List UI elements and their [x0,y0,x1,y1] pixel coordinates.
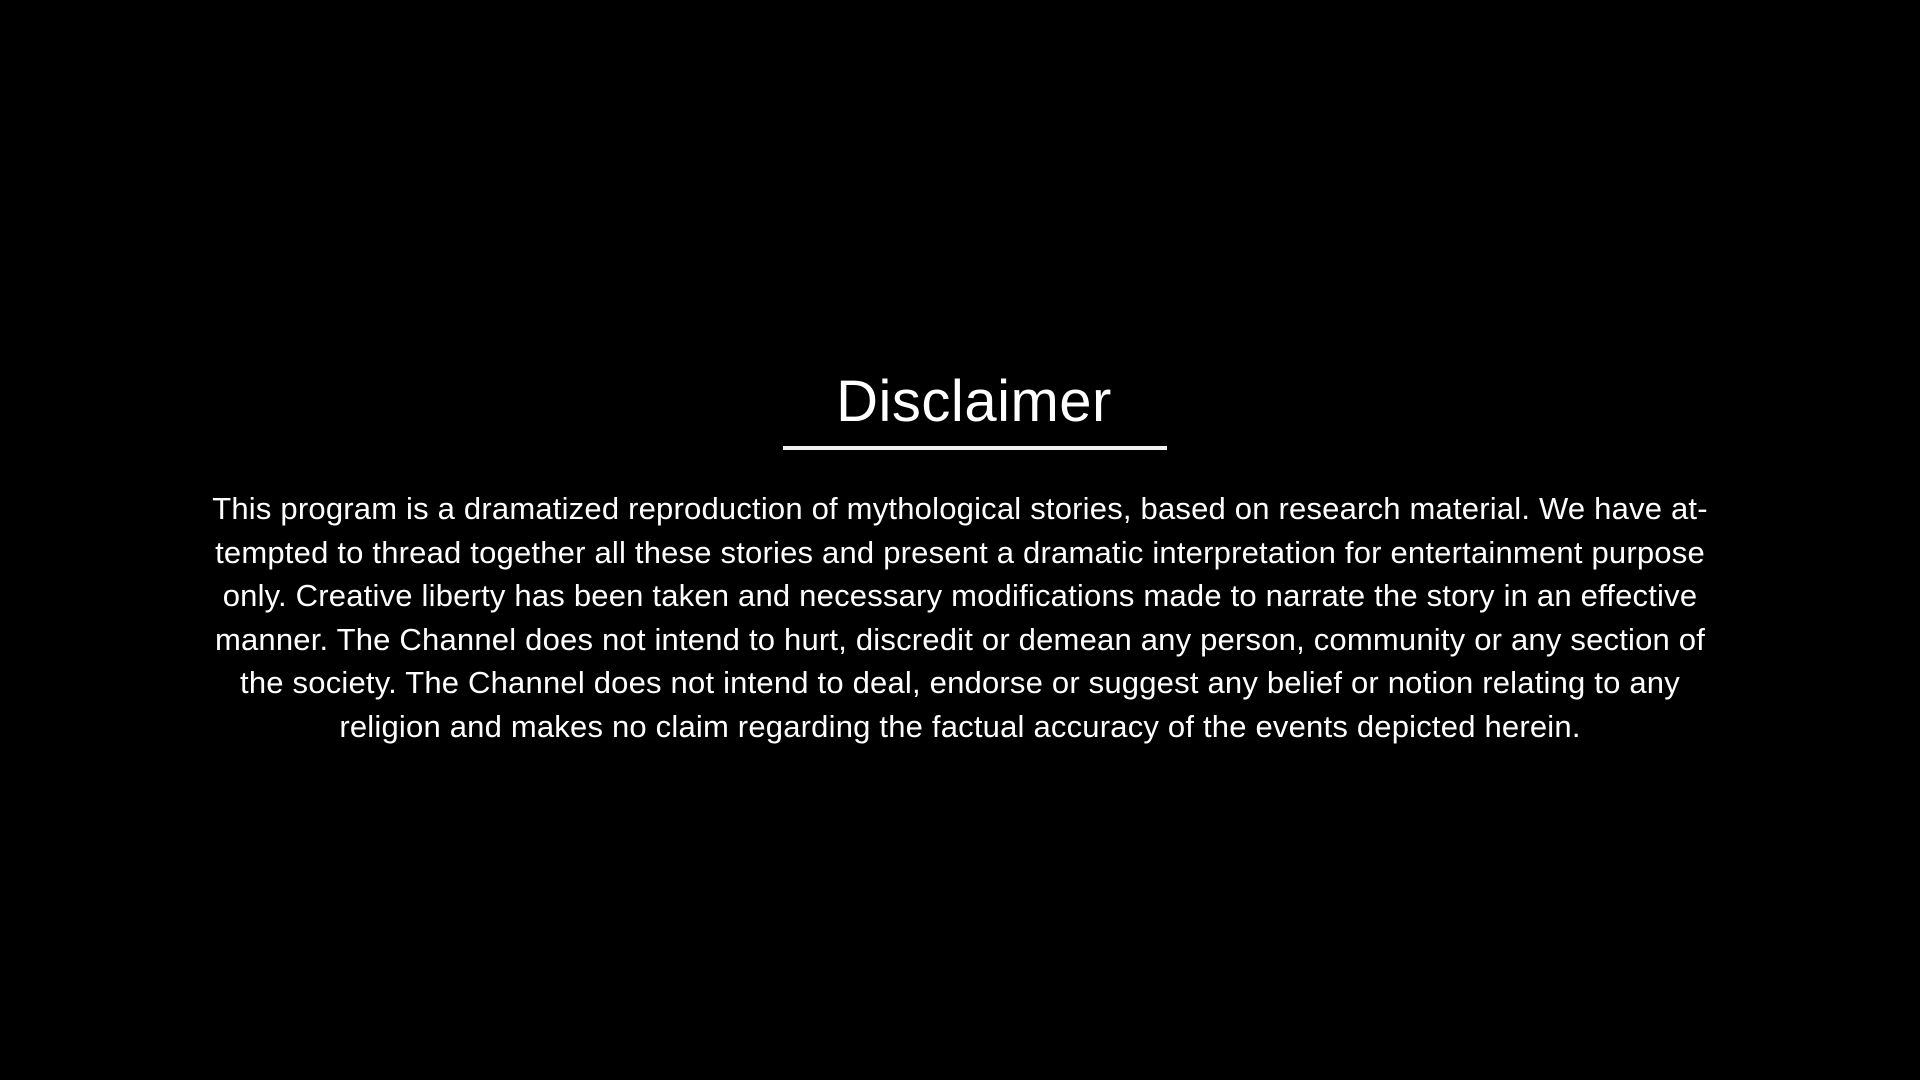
title-block [0,370,1920,450]
disclaimer-line-2: tempted to thread together all these stories and present a dramatic interpretation for entertainment purpose [215,534,1705,570]
disclaimer-line-1: This program is a dramatized reproduction of mythological stories, based on research material. We have at- [212,491,1708,526]
disclaimer-text [0,487,1920,748]
disclaimer-line-6: religion and makes no claim regarding the factual accuracy of the events depicted herein. [339,708,1581,744]
title-underline [783,446,1167,450]
page-title: Disclaimer [836,369,1112,434]
disclaimer-line-5: the society. The Channel does not intend to deal, endorse or suggest any belief or notion relating to any [240,665,1680,700]
disclaimer-line-3: only. Creative liberty has been taken and necessary modifications made to narrate the story in an effective [222,578,1698,613]
disclaimer-line-4: manner. The Channel does not intend to hurt, discredit or demean any person, community or any section of [214,621,1706,657]
